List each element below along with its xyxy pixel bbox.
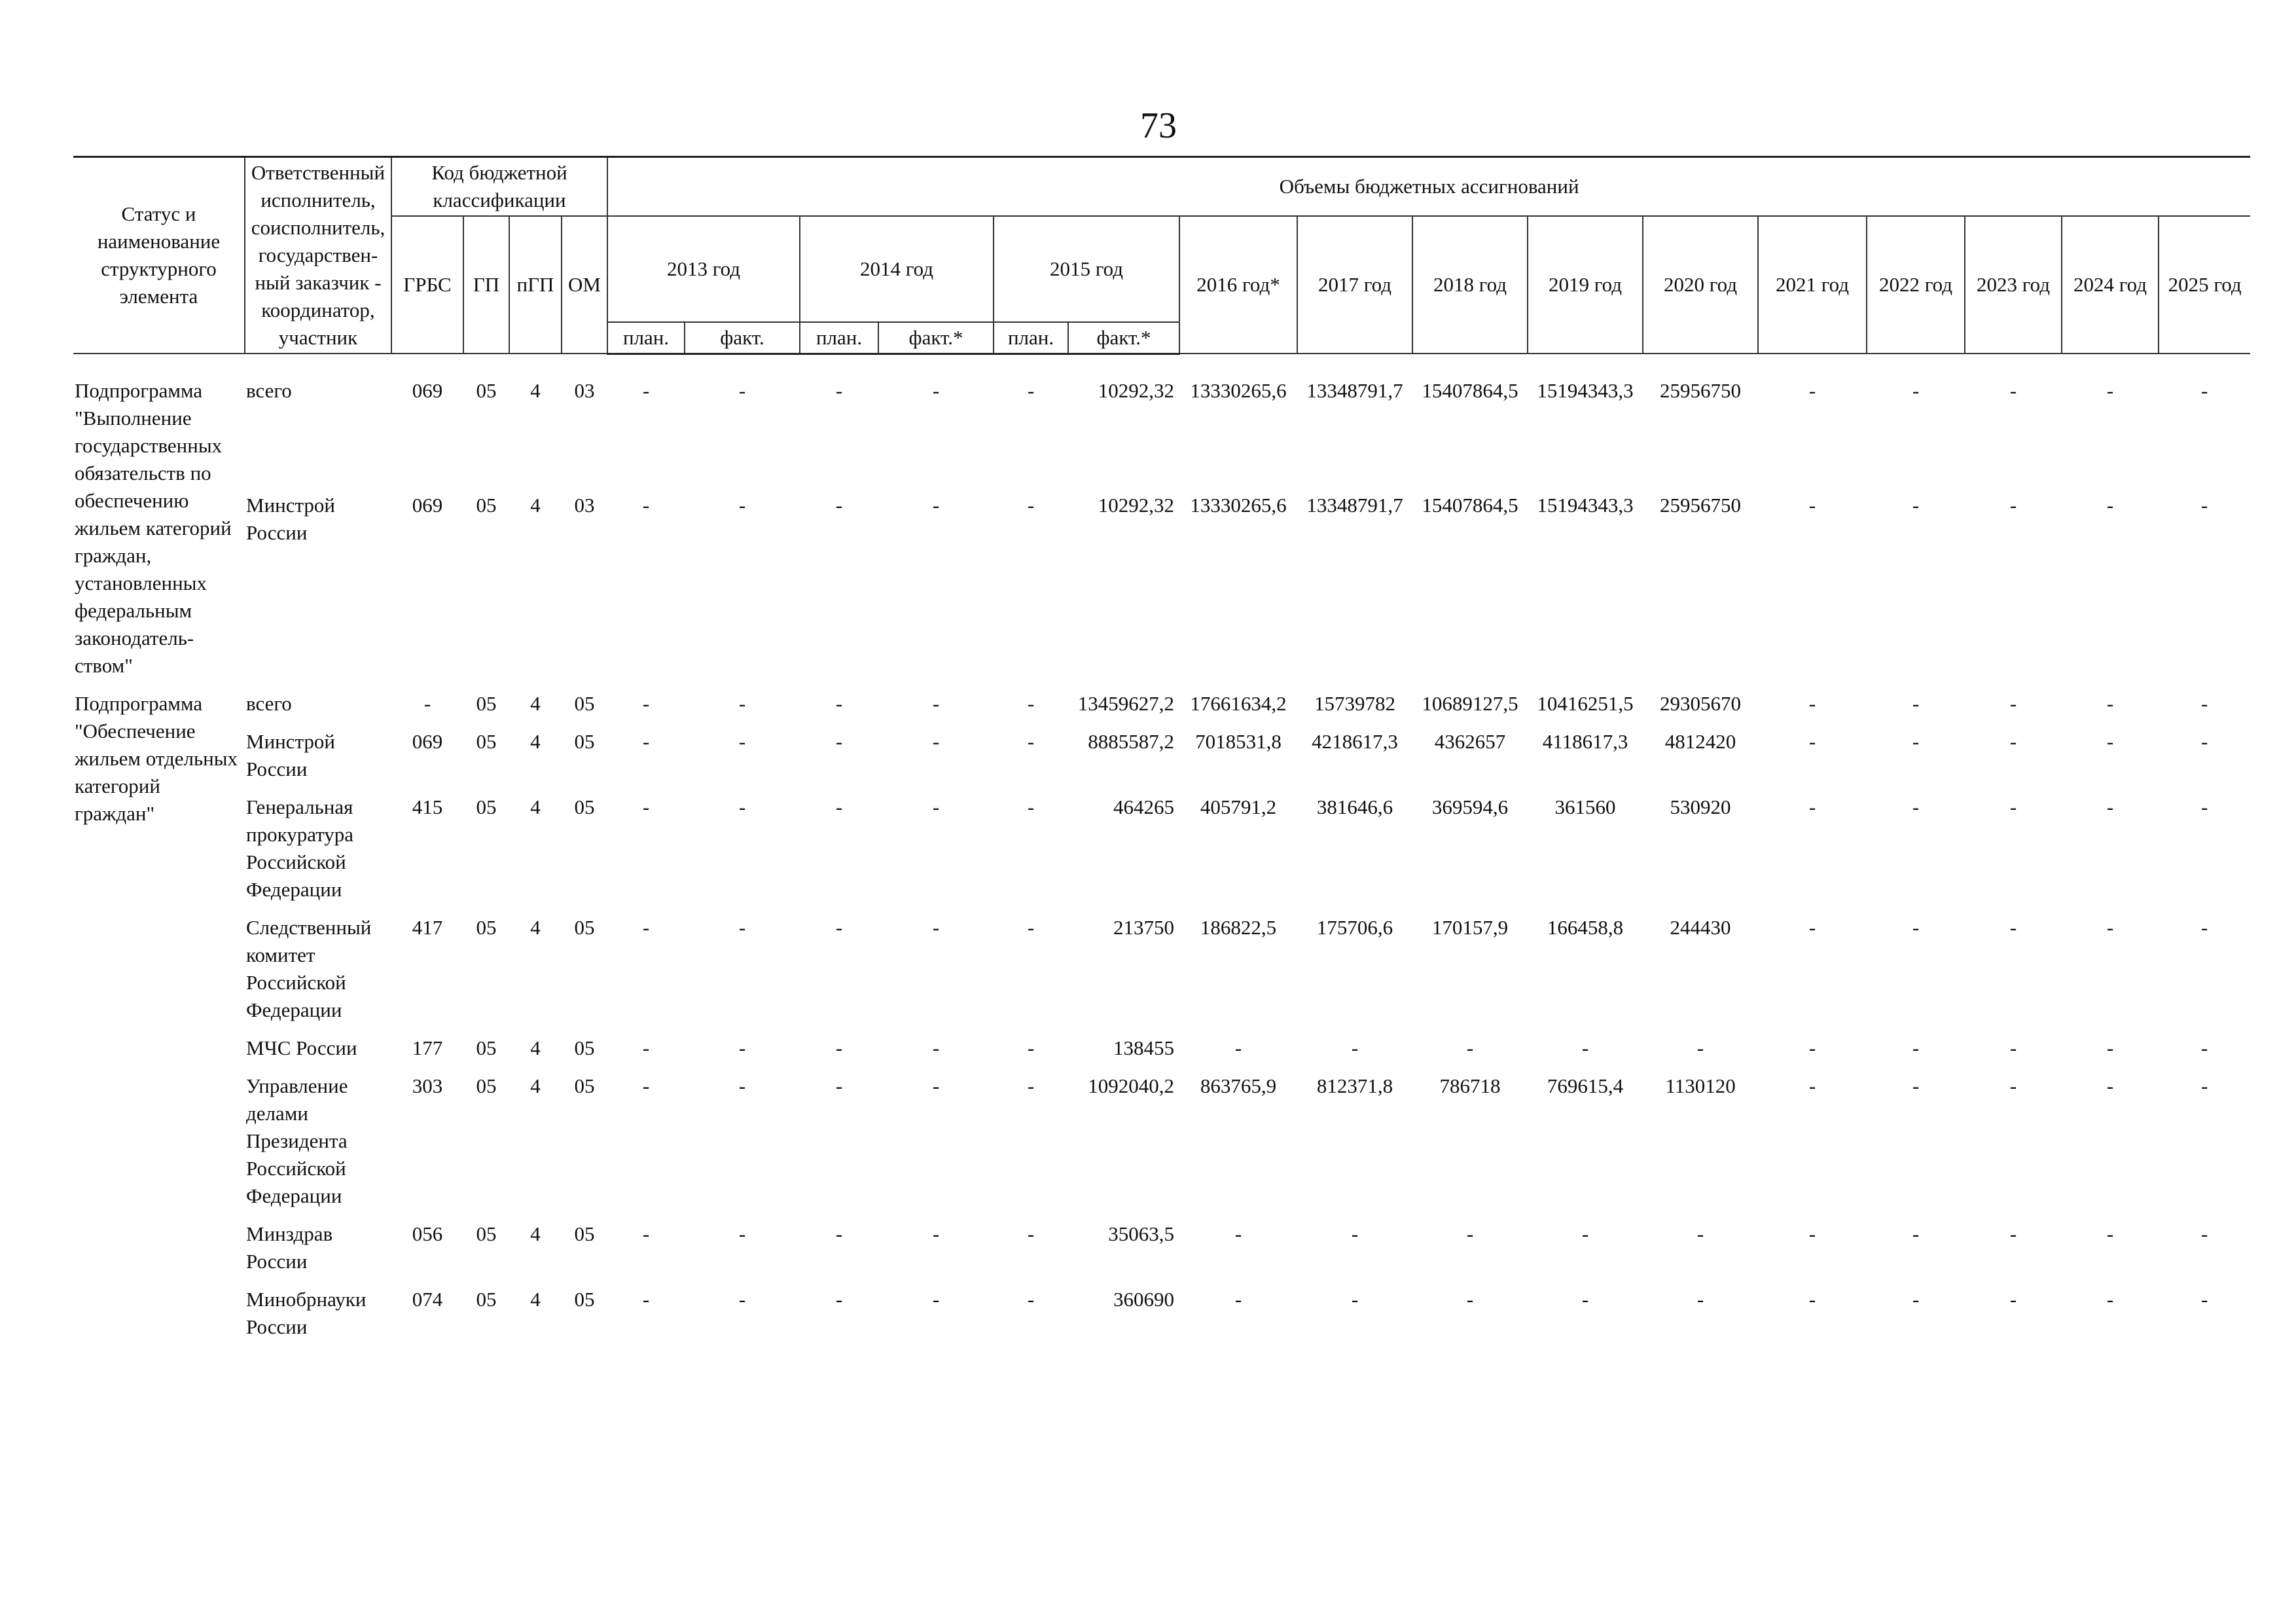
cell-y2024: - [2106,1074,2114,1097]
cell-p15: - [1027,1074,1035,1097]
cell-y2022: - [1912,691,1920,715]
table-row [73,686,2250,724]
cell-y2025: - [2200,795,2208,818]
cell-y2019: 15194343,3 [1537,493,1634,517]
cell-responsible: Минстрой России [246,729,336,780]
cell-y2023: - [2009,1222,2017,1245]
cell-om: 05 [574,795,595,818]
cell-y2020: 25956750 [1660,378,1742,402]
cell-pgp: 4 [530,1074,541,1097]
cell-responsible: всего [246,378,292,402]
cell-pgp: 4 [530,1222,541,1245]
cell-p15: - [1027,378,1035,402]
cell-f15: 1092040,2 [1088,1074,1175,1097]
cell-p14: - [835,493,843,517]
cell-f14: - [932,691,940,715]
cell-om: 05 [574,1287,595,1311]
cell-y2016: 863765,9 [1200,1074,1277,1097]
cell-y2021: - [1808,691,1816,715]
cell-y2017: 175706,6 [1316,915,1393,939]
cell-y2017: 13348791,7 [1306,493,1403,517]
cell-p14: - [835,915,843,939]
header-2014-plan: план. [800,322,878,354]
header-responsible: Ответственный исполнитель, соисполнитель, государствен-ный заказчик - координатор, участник [245,157,391,354]
cell-pgp: 4 [530,1036,541,1059]
cell-f13: - [738,493,746,517]
cell-p13: - [642,1222,650,1245]
budget-allocation-table [73,156,2250,1347]
cell-y2019: 361560 [1554,795,1616,818]
cell-y2019: 166458,8 [1547,915,1624,939]
cell-y2018: 170157,9 [1431,915,1509,939]
cell-f15: 35063,5 [1108,1222,1175,1245]
cell-pgp: 4 [530,691,541,715]
header-status: Статус и наименование структурного элемента [73,157,245,354]
cell-gp: 05 [476,493,497,517]
cell-y2016: 13330265,6 [1190,378,1287,402]
cell-om: 03 [574,378,595,402]
cell-f13: - [738,915,746,939]
cell-f15: 8885587,2 [1088,729,1175,753]
cell-y2018: 369594,6 [1431,795,1509,818]
cell-responsible: Генеральная прокуратура Российской Федерации [246,795,354,901]
header-2015-fact: факт.* [1068,322,1179,354]
cell-f13: - [738,729,746,753]
table-body [73,354,2250,1347]
table-row [73,790,2250,910]
cell-y2019: 769615,4 [1547,1074,1624,1097]
cell-y2023: - [2009,1074,2017,1097]
cell-status: Подпрограмма "Обеспечение жильем отдельных категорий граждан" [75,691,238,825]
cell-responsible: всего [246,691,292,715]
table-row [73,1068,2250,1216]
cell-f14: - [932,1036,940,1059]
cell-f14: - [932,915,940,939]
header-grbs: ГРБС [391,216,463,354]
cell-gp: 05 [476,691,497,715]
cell-p14: - [835,1074,843,1097]
cell-grbs: 069 [412,378,443,402]
cell-p14: - [835,378,843,402]
cell-responsible: МЧС России [246,1036,357,1059]
cell-f15: 138455 [1113,1036,1175,1059]
cell-y2022: - [1912,1287,1920,1311]
cell-grbs: - [423,691,431,715]
cell-y2024: - [2106,1287,2114,1311]
cell-y2018: 786718 [1439,1074,1501,1097]
cell-gp: 05 [476,729,497,753]
header-2013-fact: факт. [685,322,800,354]
cell-pgp: 4 [530,915,541,939]
header-year-2017: 2017 год [1297,216,1412,354]
table-row [73,724,2250,790]
cell-p14: - [835,729,843,753]
page-number: 73 [1140,105,1177,146]
cell-y2022: - [1912,1036,1920,1059]
cell-om: 05 [574,1036,595,1059]
cell-y2024: - [2106,729,2114,753]
cell-y2020: 4812420 [1664,729,1736,753]
cell-responsible: Управление делами Президента Российской Федерации [246,1074,348,1207]
cell-p14: - [835,1287,843,1311]
cell-y2020: - [1696,1036,1704,1059]
cell-y2023: - [2009,1036,2017,1059]
cell-p13: - [642,378,650,402]
cell-gp: 05 [476,915,497,939]
cell-y2017: 381646,6 [1316,795,1393,818]
header-2014-fact: факт.* [878,322,994,354]
cell-y2025: - [2200,1222,2208,1245]
table-row [73,1216,2250,1282]
cell-y2022: - [1912,378,1920,402]
cell-y2025: - [2200,1074,2208,1097]
cell-y2017: - [1351,1287,1359,1311]
cell-y2024: - [2106,795,2114,818]
cell-y2018: 4362657 [1434,729,1506,753]
cell-om: 05 [574,915,595,939]
table-row [73,910,2250,1030]
cell-p13: - [642,1036,650,1059]
cell-p15: - [1027,1222,1035,1245]
header-year-2021: 2021 год [1758,216,1867,354]
cell-p15: - [1027,795,1035,818]
cell-om: 05 [574,1074,595,1097]
cell-y2017: - [1351,1036,1359,1059]
header-gp: ГП [463,216,509,354]
cell-p15: - [1027,493,1035,517]
cell-y2019: - [1581,1222,1589,1245]
cell-p13: - [642,493,650,517]
table-row [73,1282,2250,1347]
header-budget-code: Код бюджетной классификации [391,157,607,217]
cell-pgp: 4 [530,795,541,818]
cell-grbs: 074 [412,1287,443,1311]
cell-p14: - [835,1222,843,1245]
cell-y2024: - [2106,691,2114,715]
cell-f15: 464265 [1113,795,1175,818]
header-2015-plan: план. [994,322,1068,354]
cell-y2018: - [1466,1287,1474,1311]
cell-y2025: - [2200,729,2208,753]
cell-y2016: 17661634,2 [1190,691,1287,715]
cell-p14: - [835,795,843,818]
table-header [73,157,2250,354]
cell-y2021: - [1808,729,1816,753]
cell-f14: - [932,1222,940,1245]
header-year-2016: 2016 год* [1179,216,1297,354]
cell-om: 05 [574,729,595,753]
header-year-2014: 2014 год [800,216,994,322]
cell-pgp: 4 [530,1287,541,1311]
header-year-2020: 2020 год [1643,216,1758,354]
header-pgp: пГП [509,216,562,354]
cell-y2020: - [1696,1222,1704,1245]
cell-f13: - [738,691,746,715]
table-row [73,488,2250,686]
table-row [73,1030,2250,1068]
cell-y2021: - [1808,493,1816,517]
cell-y2024: - [2106,1036,2114,1059]
cell-p15: - [1027,691,1035,715]
cell-y2021: - [1808,378,1816,402]
cell-f15: 10292,32 [1098,493,1175,517]
cell-y2022: - [1912,915,1920,939]
cell-y2021: - [1808,1287,1816,1311]
cell-p14: - [835,691,843,715]
cell-y2016: - [1234,1222,1242,1245]
cell-y2021: - [1808,1074,1816,1097]
cell-y2016: 186822,5 [1200,915,1277,939]
cell-y2025: - [2200,691,2208,715]
cell-y2021: - [1808,1036,1816,1059]
cell-f13: - [738,1287,746,1311]
header-year-2015: 2015 год [994,216,1179,322]
cell-pgp: 4 [530,729,541,753]
cell-grbs: 069 [412,729,443,753]
header-year-2018: 2018 год [1412,216,1528,354]
cell-f15: 13459627,2 [1077,691,1175,715]
cell-y2020: 29305670 [1660,691,1742,715]
cell-y2020: 25956750 [1660,493,1742,517]
cell-gp: 05 [476,1222,497,1245]
cell-y2025: - [2200,493,2208,517]
cell-y2025: - [2200,378,2208,402]
cell-f14: - [932,1074,940,1097]
cell-y2023: - [2009,729,2017,753]
cell-y2023: - [2009,795,2017,818]
cell-y2023: - [2009,915,2017,939]
cell-f13: - [738,1222,746,1245]
header-year-2025: 2025 год [2159,216,2250,354]
cell-p15: - [1027,1036,1035,1059]
cell-y2023: - [2009,378,2017,402]
cell-y2025: - [2200,1036,2208,1059]
cell-p13: - [642,729,650,753]
cell-p13: - [642,795,650,818]
cell-y2025: - [2200,1287,2208,1311]
cell-y2022: - [1912,795,1920,818]
cell-f14: - [932,493,940,517]
cell-y2016: 13330265,6 [1190,493,1287,517]
cell-responsible: Минобрнауки России [246,1287,367,1338]
cell-om: 05 [574,691,595,715]
cell-y2022: - [1912,729,1920,753]
cell-y2019: 15194343,3 [1537,378,1634,402]
cell-f13: - [738,378,746,402]
cell-grbs: 303 [412,1074,443,1097]
cell-p15: - [1027,915,1035,939]
cell-p13: - [642,915,650,939]
cell-y2021: - [1808,915,1816,939]
cell-y2017: 13348791,7 [1306,378,1403,402]
cell-gp: 05 [476,1036,497,1059]
cell-pgp: 4 [530,378,541,402]
cell-status: Подпрограмма "Выполнение государственных обязательств по обеспечению жильем категорий граждан, установленных федеральным законодатель-ством" [75,378,232,677]
cell-f13: - [738,1036,746,1059]
header-year-2013: 2013 год [607,216,800,322]
cell-f14: - [932,1287,940,1311]
cell-y2018: 15407864,5 [1422,493,1518,517]
cell-y2021: - [1808,795,1816,818]
cell-gp: 05 [476,378,497,402]
cell-y2024: - [2106,493,2114,517]
header-year-2022: 2022 год [1867,216,1965,354]
cell-f15: 213750 [1113,915,1175,939]
header-year-2024: 2024 год [2062,216,2159,354]
cell-y2016: 7018531,8 [1195,729,1282,753]
cell-y2016: - [1234,1287,1242,1311]
cell-grbs: 056 [412,1222,443,1245]
cell-y2016: - [1234,1036,1242,1059]
cell-f15: 10292,32 [1098,378,1175,402]
cell-y2023: - [2009,493,2017,517]
cell-y2023: - [2009,1287,2017,1311]
cell-responsible: Минстрой России [246,493,336,544]
cell-y2017: 4218617,3 [1312,729,1398,753]
cell-f14: - [932,729,940,753]
cell-y2023: - [2009,691,2017,715]
cell-y2018: 10689127,5 [1422,691,1518,715]
header-year-2019: 2019 год [1528,216,1643,354]
cell-grbs: 415 [412,795,443,818]
cell-y2021: - [1808,1222,1816,1245]
cell-y2016: 405791,2 [1200,795,1277,818]
cell-f13: - [738,1074,746,1097]
cell-p14: - [835,1036,843,1059]
cell-y2025: - [2200,915,2208,939]
cell-responsible: Минздрав России [246,1222,333,1273]
header-budget-volumes: Объемы бюджетных ассигнований [607,157,2250,217]
cell-y2019: 10416251,5 [1537,691,1634,715]
cell-f14: - [932,795,940,818]
cell-f14: - [932,378,940,402]
cell-p15: - [1027,1287,1035,1311]
cell-p13: - [642,691,650,715]
cell-y2017: 15739782 [1314,691,1396,715]
cell-y2018: - [1466,1222,1474,1245]
cell-y2022: - [1912,1222,1920,1245]
cell-p15: - [1027,729,1035,753]
cell-y2022: - [1912,1074,1920,1097]
cell-responsible: Следственный комитет Российской Федерации [246,915,372,1021]
cell-y2020: - [1696,1287,1704,1311]
cell-y2022: - [1912,493,1920,517]
cell-p13: - [642,1074,650,1097]
header-2013-plan: план. [607,322,685,354]
cell-y2019: - [1581,1036,1589,1059]
cell-om: 03 [574,493,595,517]
table-row [73,373,2250,488]
cell-om: 05 [574,1222,595,1245]
cell-gp: 05 [476,795,497,818]
cell-y2024: - [2106,1222,2114,1245]
cell-y2018: - [1466,1036,1474,1059]
cell-pgp: 4 [530,493,541,517]
cell-y2020: 244430 [1670,915,1731,939]
cell-y2017: 812371,8 [1316,1074,1393,1097]
cell-f13: - [738,795,746,818]
cell-y2020: 530920 [1670,795,1731,818]
cell-y2024: - [2106,915,2114,939]
cell-y2019: 4118617,3 [1542,729,1628,753]
cell-y2017: - [1351,1222,1359,1245]
cell-y2019: - [1581,1287,1589,1311]
cell-grbs: 177 [412,1036,443,1059]
header-om: ОМ [562,216,607,354]
cell-gp: 05 [476,1074,497,1097]
cell-p13: - [642,1287,650,1311]
cell-y2020: 1130120 [1665,1074,1736,1097]
cell-y2024: - [2106,378,2114,402]
cell-f15: 360690 [1113,1287,1175,1311]
header-year-2023: 2023 год [1965,216,2062,354]
cell-grbs: 417 [412,915,443,939]
cell-gp: 05 [476,1287,497,1311]
cell-grbs: 069 [412,493,443,517]
cell-y2018: 15407864,5 [1422,378,1518,402]
